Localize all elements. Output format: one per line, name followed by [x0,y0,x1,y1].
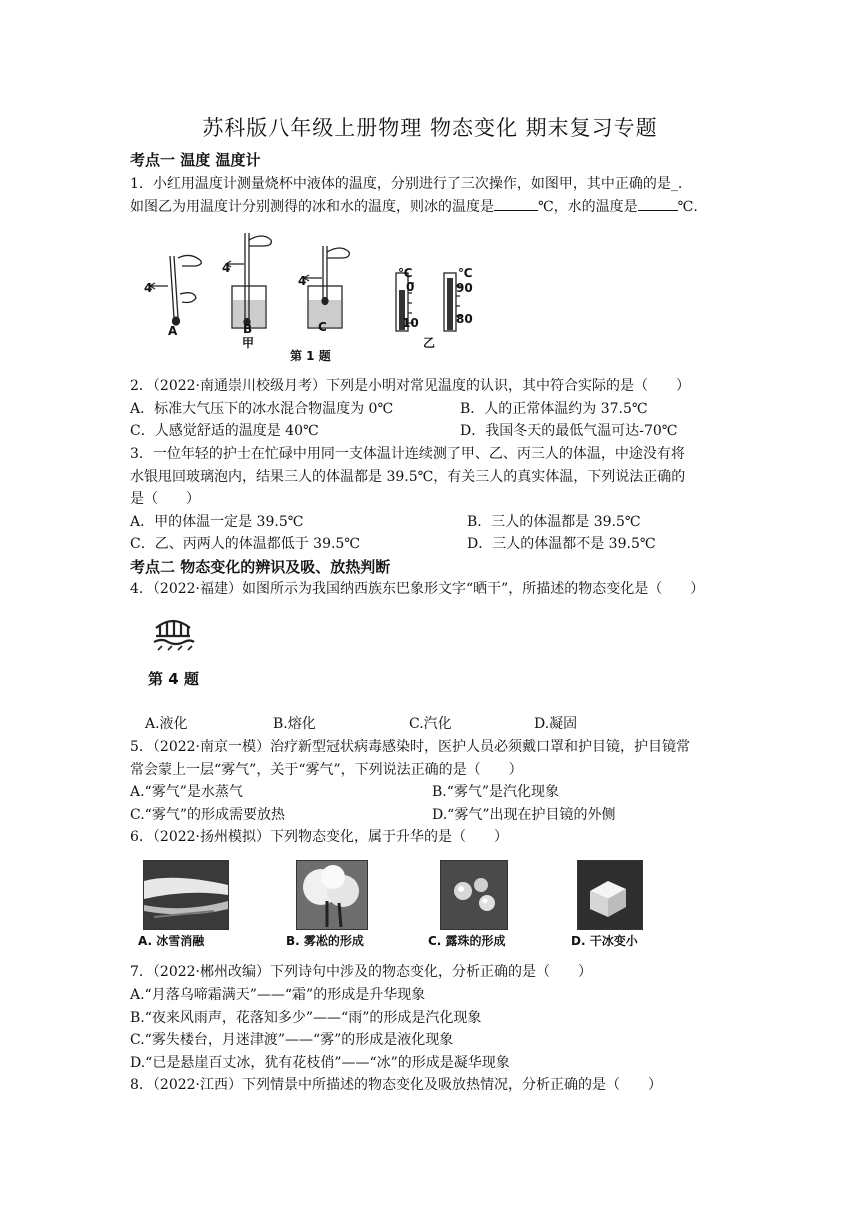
q7-option-c[interactable]: C.“雾失楼台，月迷津渡”——“雾”的形成是液化现象 [130,1032,454,1048]
q3-line-2: 水银甩回玻璃泡内，结果三人的体温都是 39.5℃，有关三人的真实体温，下列说法正确的 [130,469,686,485]
q1-ice-blank[interactable] [494,196,538,211]
q5-option-b[interactable]: B.“雾气”是汽化现象 [432,784,560,800]
q1-figure-caption: 第 1 题 [290,349,331,363]
beaker-b-icon [226,233,271,328]
q5-option-a[interactable]: A.“雾气”是水蒸气 [130,784,243,800]
q1-label-jia: 甲 [242,336,255,350]
q5-line-2: 常会蒙上一层“雾气”，关于“雾气”，下列说法正确的是（ ） [130,762,523,778]
q1-line-2-part-b: ℃，水的温度是 [538,199,638,215]
q8-stem: 8．（2022·江西）下列情景中所描述的物态变化及吸放热情况，分析正确的是（ ） [130,1077,662,1093]
q1-water-blank[interactable] [638,196,678,211]
q1-line-1: 1．小红用温度计测量烧杯中液体的温度，分别进行了三次操作，如图甲，其中正确的是_. [130,176,683,192]
q1-ice-unit: ℃ [398,266,413,280]
q5-option-d[interactable]: D.“雾气”出现在护目镜的外侧 [432,807,616,823]
q2-stem: 2．（2022·南通崇川校级月考）下列是小明对常见温度的认识，其中符合实际的是（ ） [130,378,690,394]
q1-water-tick-80: 80 [456,312,473,326]
q4-option-a[interactable]: A.液化 [145,716,188,732]
q6-option-a[interactable]: A. 冰雪消融 [138,934,205,948]
thermometer-a-icon [150,255,201,325]
q3-line-1: 3．一位年轻的护士在忙碌中用同一支体温计连续测了甲、乙、丙三人的体温，中途没有将 [130,446,685,462]
q6-option-b[interactable]: B. 雾凇的形成 [286,934,364,948]
page-title: 苏科版八年级上册物理 物态变化 期末复习专题 [202,116,658,140]
q2-option-a[interactable]: A．标准大气压下的冰水混合物温度为 0℃ [130,401,394,417]
q4-option-b[interactable]: B.熔化 [273,716,316,732]
beaker-c-icon [304,246,349,328]
q1-figure [140,228,490,363]
q4-stem: 4．（2022·福建）如图所示为我国纳西族东巴象形文字“晒干”，所描述的物态变化是（ ） [130,581,705,597]
q4-option-d[interactable]: D.凝固 [534,716,578,732]
q3-option-c[interactable]: C．乙、丙两人的体温都低于 39.5℃ [130,536,360,552]
q7-option-a[interactable]: A.“月落乌啼霜满天”——“霜”的形成是升华现象 [130,987,426,1003]
q7-option-b[interactable]: B.“夜来风雨声，花落知多少”——“雨”的形成是汽化现象 [130,1010,482,1026]
q5-line-1: 5．（2022·南京一模）治疗新型冠状病毒感染时，医护人员必须戴口罩和护目镜，护目镜常 [130,739,690,755]
dry-ice-photo [577,860,643,930]
section-1-heading: 考点一 温度 温度计 [130,151,261,169]
q3-option-d[interactable]: D．三人的体温都不是 39.5℃ [467,536,656,552]
q1-arrow-mark-b: 4 [222,261,231,275]
q2-option-b[interactable]: B．人的正常体温约为 37.5℃ [460,401,648,417]
q2-option-c[interactable]: C．人感觉舒适的温度是 40℃ [130,423,319,439]
q2-option-d[interactable]: D．我国冬天的最低气温可达-70℃ [460,423,678,439]
q3-option-b[interactable]: B．三人的体温都是 39.5℃ [467,514,641,530]
q1-label-c: C [318,320,327,334]
q1-label-yi: 乙 [423,336,436,350]
q1-line-2-part-a: 如图乙为用温度计分别测得的冰和水的温度，则冰的温度是 [130,199,494,215]
q1-ice-tick-0: 0 [406,280,415,294]
q6-stem: 6．（2022·扬州模拟）下列物态变化，属于升华的是（ ） [130,829,508,845]
q6-option-d[interactable]: D. 干冰变小 [571,934,638,948]
q1-label-b: B [243,322,253,336]
ice-snow-melting-photo [143,860,229,930]
dongba-glyph-icon [148,612,198,660]
q1-arrow-mark-a: 4 [144,281,153,295]
q1-label-a: A [168,324,178,338]
q1-ice-tick-10: 10 [402,316,419,330]
q7-stem: 7．（2022·郴州改编）下列诗句中涉及的物态变化，分析正确的是（ ） [130,964,592,980]
q1-water-tick-90: 90 [456,281,473,295]
q6-option-c[interactable]: C. 露珠的形成 [428,934,506,948]
q4-figure-caption: 第 4 题 [148,670,199,688]
dew-drops-photo [440,860,508,930]
section-2-heading: 考点二 物态变化的辨识及吸、放热判断 [130,558,391,576]
q7-option-d[interactable]: D.“已是悬崖百丈冰，犹有花枝俏”——“冰”的形成是凝华现象 [130,1055,510,1071]
q4-option-c[interactable]: C.汽化 [409,716,452,732]
q3-option-a[interactable]: A．甲的体温一定是 39.5℃ [130,514,304,530]
q1-line-2 [130,196,698,217]
q1-arrow-mark-c: 4 [298,274,307,288]
q1-water-unit: ℃ [458,266,473,280]
q1-line-2-part-c: ℃. [677,199,698,215]
rime-frost-photo [296,860,368,930]
q3-line-3: 是（ ） [130,491,200,507]
q5-option-c[interactable]: C.“雾气”的形成需要放热 [130,807,285,823]
